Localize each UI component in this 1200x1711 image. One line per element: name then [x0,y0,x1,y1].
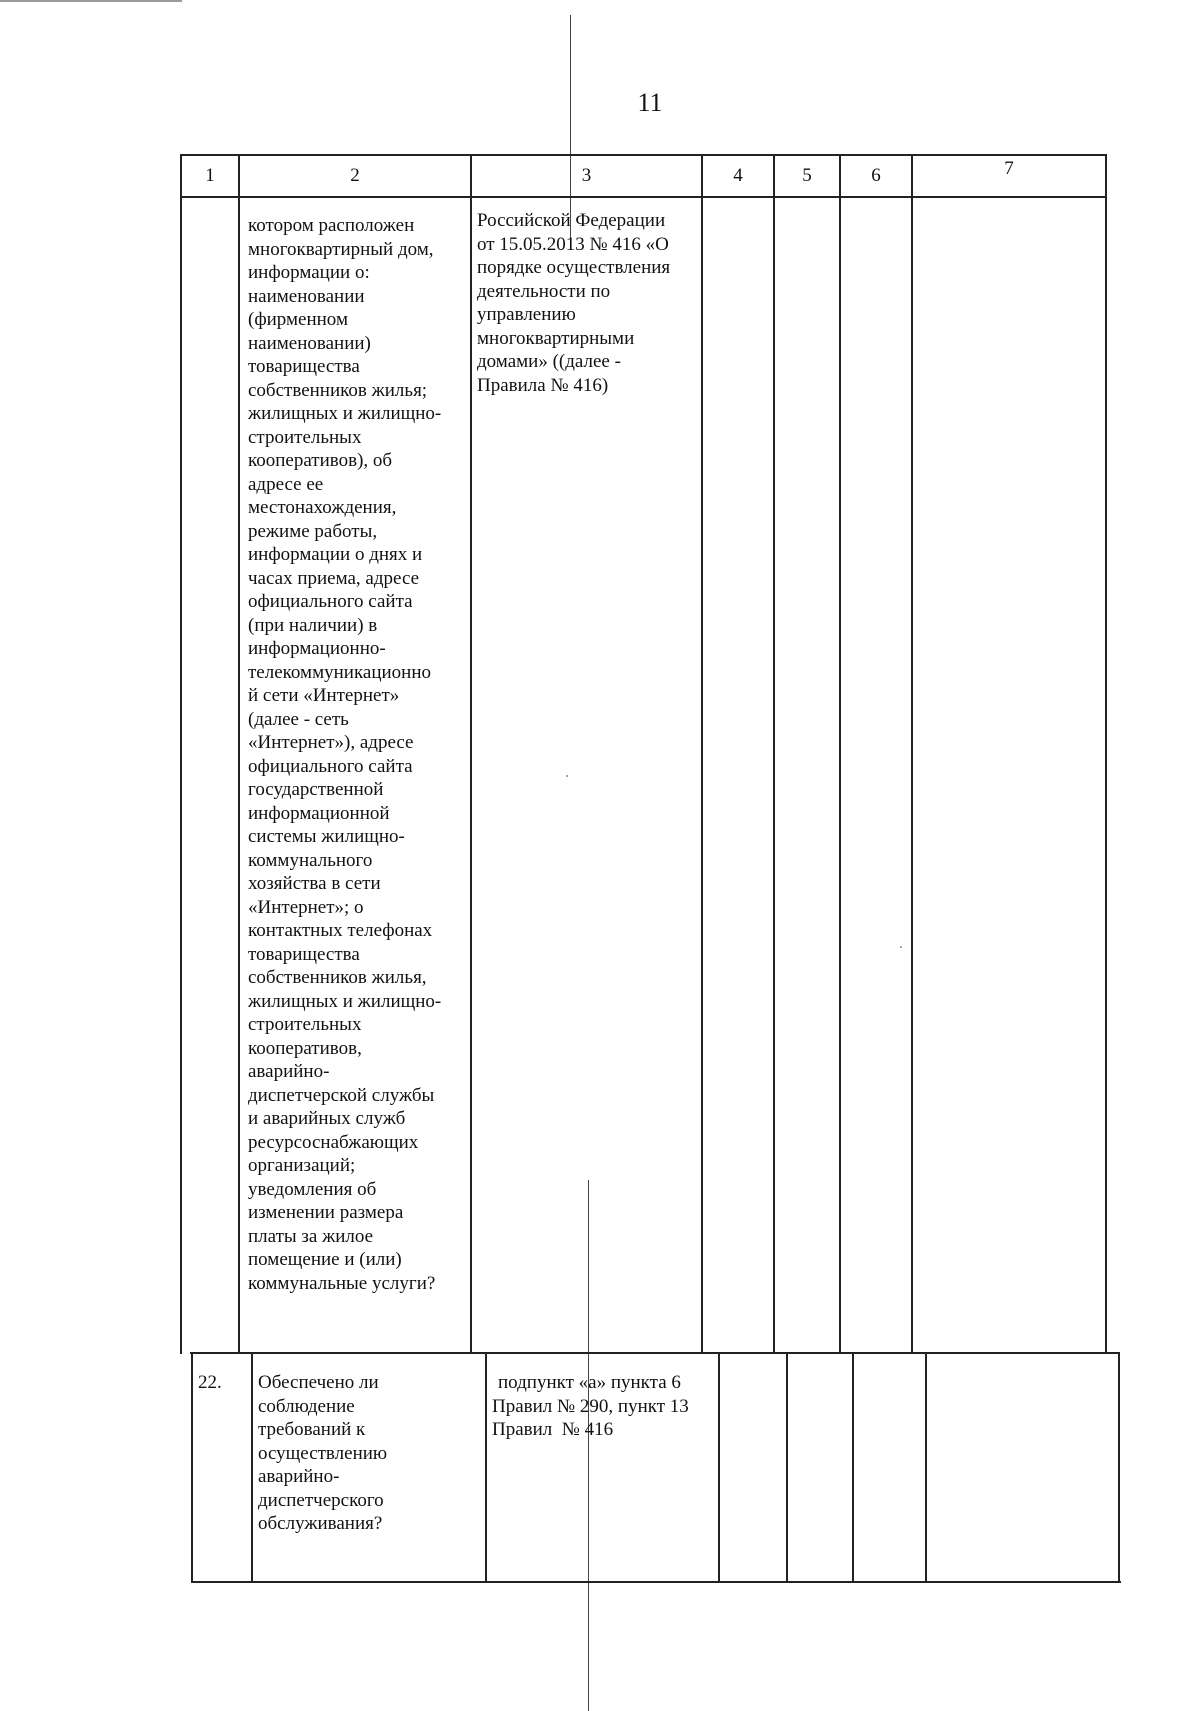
table-col-line-5b [852,1352,854,1583]
text-line: организаций; [248,1155,356,1176]
text-line: информации о: [248,262,370,283]
text-line: кооперативов, [248,1037,362,1059]
text-line: й сети «Интернет» [248,685,400,706]
text-line: (фирменном [248,309,348,330]
text-line: от 15.05.2013 № 416 «О [477,233,669,255]
text-line: изменении размера [248,1202,404,1223]
text-line: наименовании [248,285,365,307]
column-header-3: 3 [581,165,592,186]
text-line: государственной [248,779,384,800]
column-header-1: 1 [205,165,215,186]
table-col-line-0b [191,1352,193,1583]
text-line: информации о днях и [248,544,423,565]
text-line: официального сайта [248,755,413,777]
table-col-line-6b [925,1352,927,1583]
text-line: (при наличии) в [248,614,378,636]
table-col-line-2b [485,1352,487,1583]
continued-question-text [248,214,478,1295]
text-line: соблюдение [258,1395,355,1417]
text-line: Правил № 416 [492,1419,614,1440]
text-line: кооперативов), об [248,450,393,471]
table-col-line-0 [180,154,182,1354]
text-line: контактных телефонах [248,920,433,941]
column-header-5: 5 [802,165,812,186]
text-line: телекоммуникационно [248,661,431,683]
text-line: жилищных и жилищно- [248,990,442,1012]
text-line: коммунальные услуги? [248,1272,436,1294]
text-line: «Интернет»; о [248,896,364,918]
table-col-line-6 [911,154,913,1354]
text-line: Российской Федерации [477,210,666,231]
row-22-question-text [258,1371,483,1536]
text-line: хозяйства в сети [248,873,381,894]
table-col-line-7 [1105,154,1107,1354]
column-header-4: 4 [733,165,743,186]
text-line: и аварийных служб [248,1108,406,1129]
column-header-2: 2 [350,165,360,186]
text-line: (далее - сеть [248,708,349,730]
row-22-reference-text [492,1371,722,1442]
text-line: ресурсоснабжающих [248,1131,419,1153]
table-header-divider [180,196,1107,198]
text-line: осуществлению [258,1442,388,1464]
row-22-number: 22. [198,1372,222,1393]
text-line: уведомления об [248,1178,377,1200]
text-line: помещение и (или) [248,1249,402,1270]
text-line: деятельности по [477,280,611,302]
text-line: домами» ((далее - [477,351,621,372]
text-line: коммунального [248,849,373,871]
text-line: часах приема, адресе [248,567,420,589]
scan-speck [900,946,902,948]
text-line: товарищества [248,943,360,965]
table-col-line-7b [1118,1352,1120,1583]
text-line: требований к [258,1419,366,1440]
scan-speck [566,775,568,777]
text-line: местонахождения, [248,497,397,518]
table-col-line-1b [251,1352,253,1583]
text-line: порядке осуществления [477,257,671,278]
text-line: наименовании) [248,332,371,354]
table-row-divider [190,1352,1119,1354]
text-line: адресе ее [248,473,324,495]
text-line: режиме работы, [248,520,378,542]
table-col-line-4 [773,154,775,1354]
text-line: строительных [248,1014,362,1035]
table-border-top [180,154,1107,156]
text-line: информационно- [248,638,386,659]
text-line: жилищных и жилищно- [248,403,442,424]
text-line: информационной [248,802,390,824]
text-line: диспетчерской службы [248,1084,435,1106]
text-line: Обеспечено ли [258,1372,379,1393]
text-line: собственников жилья; [248,379,428,401]
text-line: собственников жилья, [248,967,427,988]
text-line: «Интернет»), адресе [248,732,414,753]
page-number: 11 [637,88,663,117]
column-header-7: 7 [1004,158,1014,179]
table-col-line-5 [839,154,841,1354]
text-line: строительных [248,426,362,448]
column-header-6: 6 [871,165,881,186]
text-line: официального сайта [248,591,413,612]
text-line: обслуживания? [258,1513,383,1534]
text-line: многоквартирными [477,327,635,349]
text-line: Правил № 290, пункт 13 [492,1395,689,1417]
continued-reference-text [477,209,705,397]
text-line: подпункт «а» пункта 6 [498,1372,681,1393]
text-line: Правила № 416) [477,374,609,396]
text-line: аварийно- [248,1061,330,1082]
text-line: диспетчерского [258,1489,384,1511]
text-line: товарищества [248,356,360,377]
text-line: аварийно- [258,1466,340,1487]
scan-fold-line-lower [588,1180,589,1711]
text-line: платы за жилое [248,1225,374,1247]
table-col-line-1 [238,154,240,1354]
text-line: системы жилищно- [248,826,405,847]
table-border-bottom [192,1581,1121,1583]
text-line: многоквартирный дом, [248,238,434,260]
table-col-line-4b [786,1352,788,1583]
text-line: управлению [477,304,576,325]
scan-edge-line [0,0,182,2]
text-line: котором расположен [248,215,415,236]
